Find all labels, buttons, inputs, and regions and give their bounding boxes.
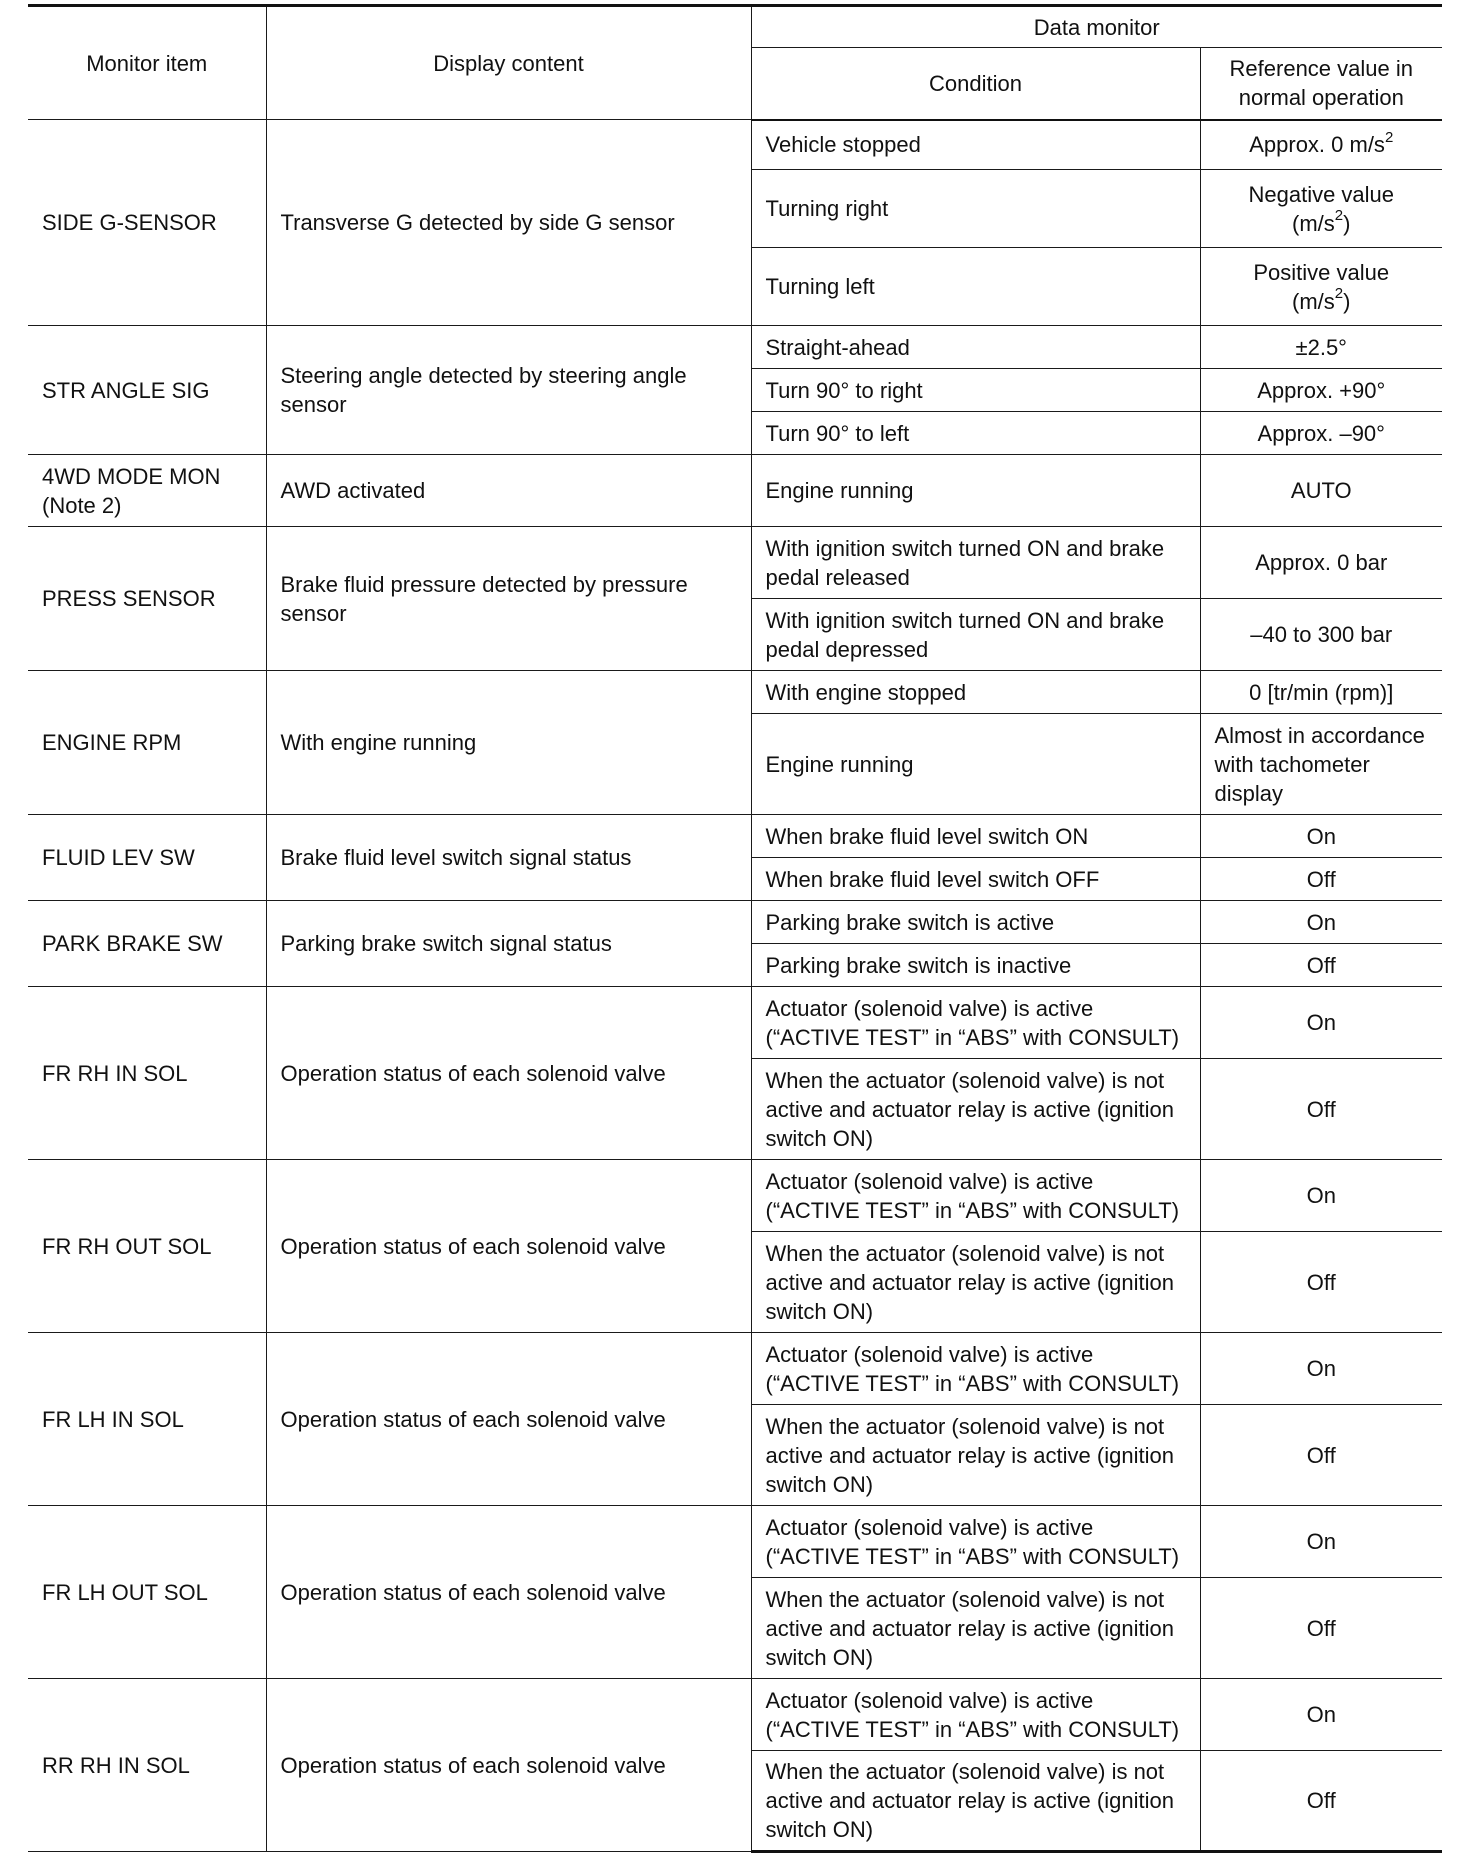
data-monitor-page bbox=[28, 4, 1442, 1853]
reference-value: On bbox=[1200, 1160, 1442, 1232]
reference-value: On bbox=[1200, 1679, 1442, 1751]
table-row bbox=[28, 815, 1442, 858]
table-row bbox=[28, 901, 1442, 944]
display-content: With engine running bbox=[266, 671, 751, 815]
reference-value: Approx. 0 $m/s^2$ bbox=[1200, 120, 1442, 170]
condition: Straight-ahead bbox=[751, 326, 1200, 369]
reference-value: Off bbox=[1200, 1751, 1442, 1852]
reference-value: On bbox=[1200, 901, 1442, 944]
condition: When brake fluid level switch ON bbox=[751, 815, 1200, 858]
display-content: Operation status of each solenoid valve bbox=[266, 1333, 751, 1506]
display-content: Operation status of each solenoid valve bbox=[266, 1506, 751, 1679]
reference-value: Almost in accordance with tachometer display bbox=[1200, 714, 1442, 815]
header-monitor-item: Monitor item bbox=[28, 6, 266, 120]
condition: Engine running bbox=[751, 455, 1200, 527]
reference-value: –40 to 300 bar bbox=[1200, 599, 1442, 671]
display-content: Steering angle detected by steering angle sensor bbox=[266, 326, 751, 455]
table-row bbox=[28, 1160, 1442, 1232]
condition: When brake fluid level switch OFF bbox=[751, 858, 1200, 901]
condition: With ignition switch turned ON and brake pedal depressed bbox=[751, 599, 1200, 671]
reference-value: AUTO bbox=[1200, 455, 1442, 527]
monitor-item: RR RH IN SOL bbox=[28, 1679, 266, 1852]
condition: Actuator (solenoid valve) is active (“ACTIVE TEST” in “ABS” with CONSULT) bbox=[751, 987, 1200, 1059]
condition: With engine stopped bbox=[751, 671, 1200, 714]
reference-value: On bbox=[1200, 1333, 1442, 1405]
monitor-item: 4WD MODE MON (Note 2) bbox=[28, 455, 266, 527]
reference-value: On bbox=[1200, 987, 1442, 1059]
header-display-content: Display content bbox=[266, 6, 751, 120]
display-content: Transverse G detected by side G sensor bbox=[266, 120, 751, 326]
monitor-item: SIDE G-SENSOR bbox=[28, 120, 266, 326]
condition: When the actuator (solenoid valve) is not active and actuator relay is active (ignition switch ON) bbox=[751, 1751, 1200, 1852]
condition: Turning left bbox=[751, 248, 1200, 326]
reference-value: Positive value $(m/s^2)$ bbox=[1200, 248, 1442, 326]
condition: When the actuator (solenoid valve) is not active and actuator relay is active (ignition switch ON) bbox=[751, 1059, 1200, 1160]
monitor-item: FR LH OUT SOL bbox=[28, 1506, 266, 1679]
display-content: Operation status of each solenoid valve bbox=[266, 1679, 751, 1852]
reference-value: 0 [tr/min (rpm)] bbox=[1200, 671, 1442, 714]
condition: When the actuator (solenoid valve) is not active and actuator relay is active (ignition switch ON) bbox=[751, 1232, 1200, 1333]
condition: Turn 90° to left bbox=[751, 412, 1200, 455]
reference-value: Off bbox=[1200, 1405, 1442, 1506]
monitor-item: FLUID LEV SW bbox=[28, 815, 266, 901]
table-row bbox=[28, 1506, 1442, 1578]
monitor-item: ENGINE RPM bbox=[28, 671, 266, 815]
reference-value: On bbox=[1200, 1506, 1442, 1578]
condition: Actuator (solenoid valve) is active (“ACTIVE TEST” in “ABS” with CONSULT) bbox=[751, 1506, 1200, 1578]
reference-value: Off bbox=[1200, 1059, 1442, 1160]
monitor-item: PARK BRAKE SW bbox=[28, 901, 266, 987]
monitor-item: FR LH IN SOL bbox=[28, 1333, 266, 1506]
condition: When the actuator (solenoid valve) is not active and actuator relay is active (ignition switch ON) bbox=[751, 1405, 1200, 1506]
condition: When the actuator (solenoid valve) is not active and actuator relay is active (ignition switch ON) bbox=[751, 1578, 1200, 1679]
condition: With ignition switch turned ON and brake pedal released bbox=[751, 527, 1200, 599]
reference-value: Off bbox=[1200, 1578, 1442, 1679]
table-row bbox=[28, 1679, 1442, 1751]
condition: Turn 90° to right bbox=[751, 369, 1200, 412]
display-content: Brake fluid level switch signal status bbox=[266, 815, 751, 901]
reference-value: On bbox=[1200, 815, 1442, 858]
table-row bbox=[28, 120, 1442, 170]
reference-value: Off bbox=[1200, 858, 1442, 901]
display-content: Parking brake switch signal status bbox=[266, 901, 751, 987]
reference-value: Negative value $(m/s^2)$ bbox=[1200, 170, 1442, 248]
reference-value: Approx. –90° bbox=[1200, 412, 1442, 455]
monitor-item: FR RH IN SOL bbox=[28, 987, 266, 1160]
condition: Parking brake switch is inactive bbox=[751, 944, 1200, 987]
condition: Engine running bbox=[751, 714, 1200, 815]
table-row bbox=[28, 1333, 1442, 1405]
condition: Actuator (solenoid valve) is active (“ACTIVE TEST” in “ABS” with CONSULT) bbox=[751, 1679, 1200, 1751]
table-row bbox=[28, 527, 1442, 599]
monitor-item: PRESS SENSOR bbox=[28, 527, 266, 671]
table-row bbox=[28, 326, 1442, 369]
condition: Actuator (solenoid valve) is active (“ACTIVE TEST” in “ABS” with CONSULT) bbox=[751, 1333, 1200, 1405]
data-monitor-table bbox=[28, 4, 1442, 1853]
display-content: Brake fluid pressure detected by pressure sensor bbox=[266, 527, 751, 671]
reference-value: Approx. +90° bbox=[1200, 369, 1442, 412]
display-content: AWD activated bbox=[266, 455, 751, 527]
header-data-monitor: Data monitor bbox=[751, 6, 1442, 48]
table-row bbox=[28, 987, 1442, 1059]
display-content: Operation status of each solenoid valve bbox=[266, 987, 751, 1160]
condition: Turning right bbox=[751, 170, 1200, 248]
condition: Parking brake switch is active bbox=[751, 901, 1200, 944]
reference-value: Off bbox=[1200, 944, 1442, 987]
display-content: Operation status of each solenoid valve bbox=[266, 1160, 751, 1333]
reference-value: ±2.5° bbox=[1200, 326, 1442, 369]
reference-value: Off bbox=[1200, 1232, 1442, 1333]
reference-value: Approx. 0 bar bbox=[1200, 527, 1442, 599]
condition: Actuator (solenoid valve) is active (“ACTIVE TEST” in “ABS” with CONSULT) bbox=[751, 1160, 1200, 1232]
table-row bbox=[28, 455, 1442, 527]
header-condition: Condition bbox=[751, 48, 1200, 120]
header-reference-value: Reference value in normal operation bbox=[1200, 48, 1442, 120]
monitor-item: FR RH OUT SOL bbox=[28, 1160, 266, 1333]
condition: Vehicle stopped bbox=[751, 120, 1200, 170]
monitor-item: STR ANGLE SIG bbox=[28, 326, 266, 455]
table-row bbox=[28, 671, 1442, 714]
